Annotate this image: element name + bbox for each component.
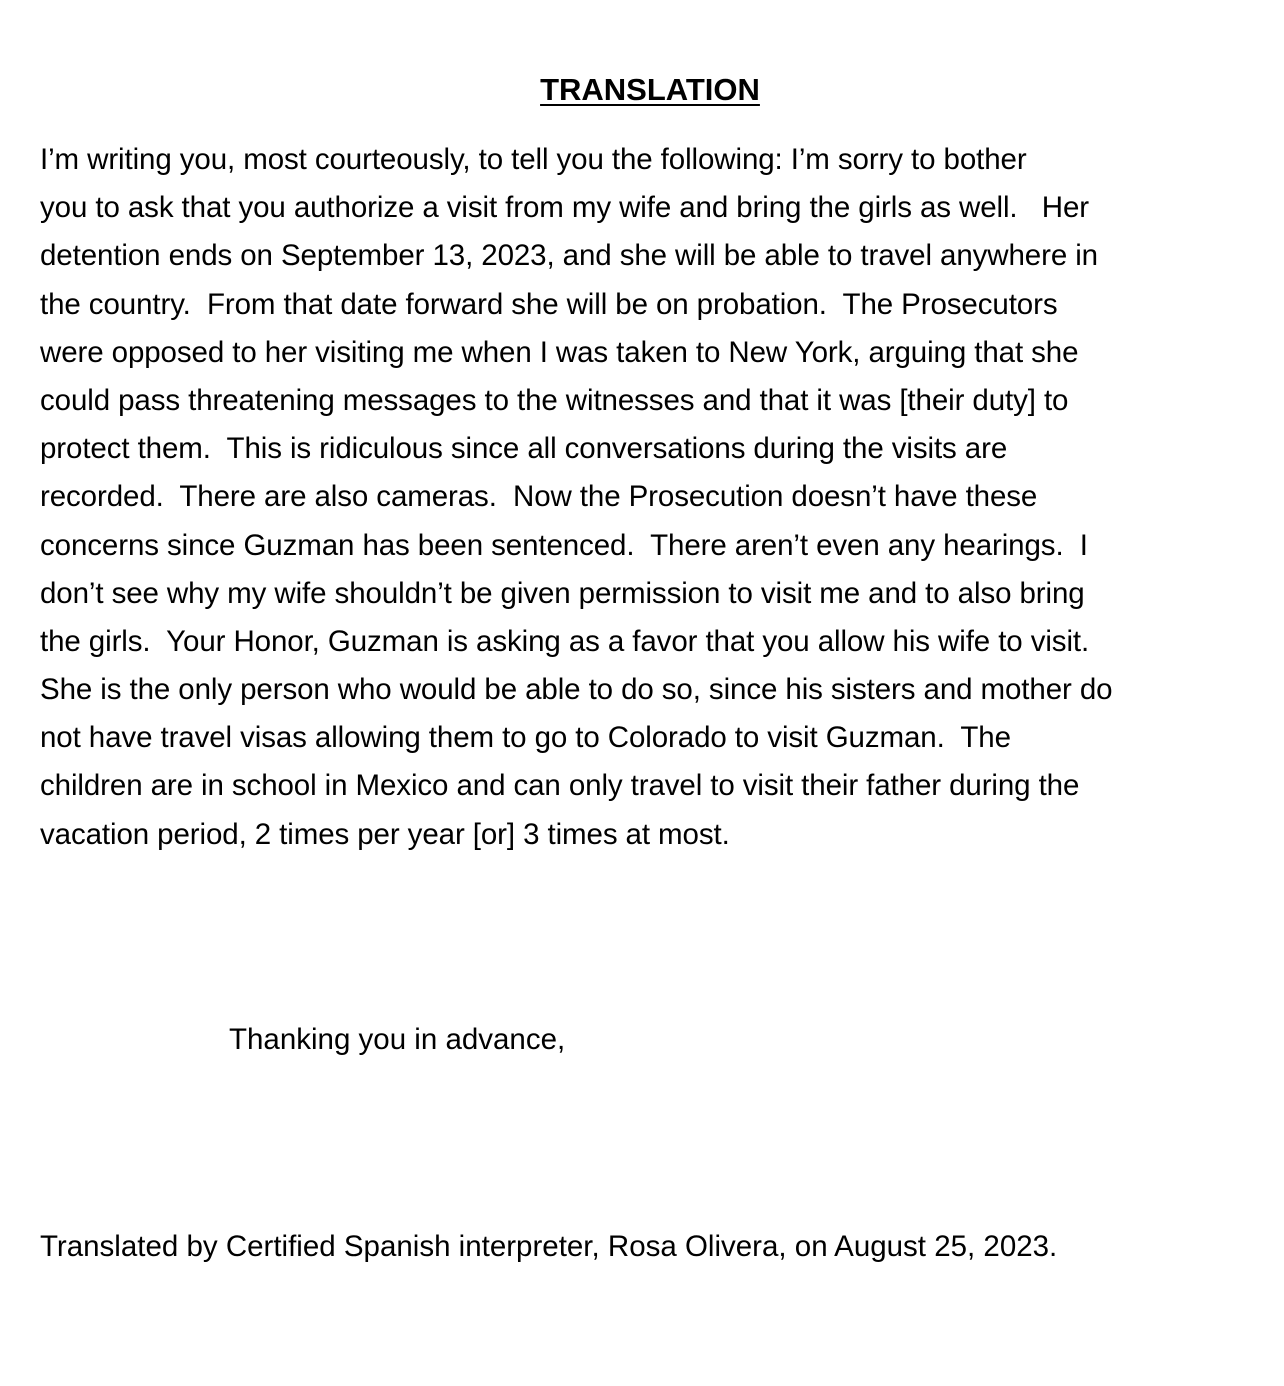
body-line: don’t see why my wife shouldn’t be given permission to visit me and to also bring	[40, 576, 1085, 610]
body-line: vacation period, 2 times per year [or] 3 times at most.	[40, 817, 730, 851]
closing-salutation: Thanking you in advance,	[229, 1023, 566, 1056]
body-line: you to ask that you authorize a visit from my wife and bring the girls as well. Her	[40, 191, 1090, 225]
body-line: the country. From that date forward she will be on probation. The Prosecutors	[40, 287, 1058, 321]
body-line: concerns since Guzman has been sentenced. There aren’t even any hearings. I	[40, 528, 1088, 562]
body-line: not have travel visas allowing them to go to Colorado to visit Guzman. The	[40, 721, 1011, 755]
document-title: TRANSLATION	[540, 72, 760, 107]
body-line: the girls. Your Honor, Guzman is asking as a favor that you allow his wife to visit.	[40, 624, 1090, 658]
translator-note: Translated by Certified Spanish interpreter, Rosa Olivera, on August 25, 2023.	[40, 1230, 1058, 1263]
body-line: detention ends on September 13, 2023, and she will be able to travel anywhere in	[40, 239, 1098, 273]
body-line: were opposed to her visiting me when I was taken to New York, arguing that she	[40, 335, 1079, 369]
body-line: recorded. There are also cameras. Now the Prosecution doesn’t have these	[40, 480, 1038, 514]
body-line: I’m writing you, most courteously, to tell you the following: I’m sorry to bother	[40, 143, 1027, 176]
letter-body	[40, 136, 1280, 859]
body-line: children are in school in Mexico and can only travel to visit their father during the	[40, 769, 1080, 803]
body-line: could pass threatening messages to the witnesses and that it was [their duty] to	[40, 383, 1069, 417]
body-line: She is the only person who would be able to do so, since his sisters and mother do	[40, 673, 1113, 707]
body-line: protect them. This is ridiculous since all conversations during the visits are	[40, 432, 1008, 466]
